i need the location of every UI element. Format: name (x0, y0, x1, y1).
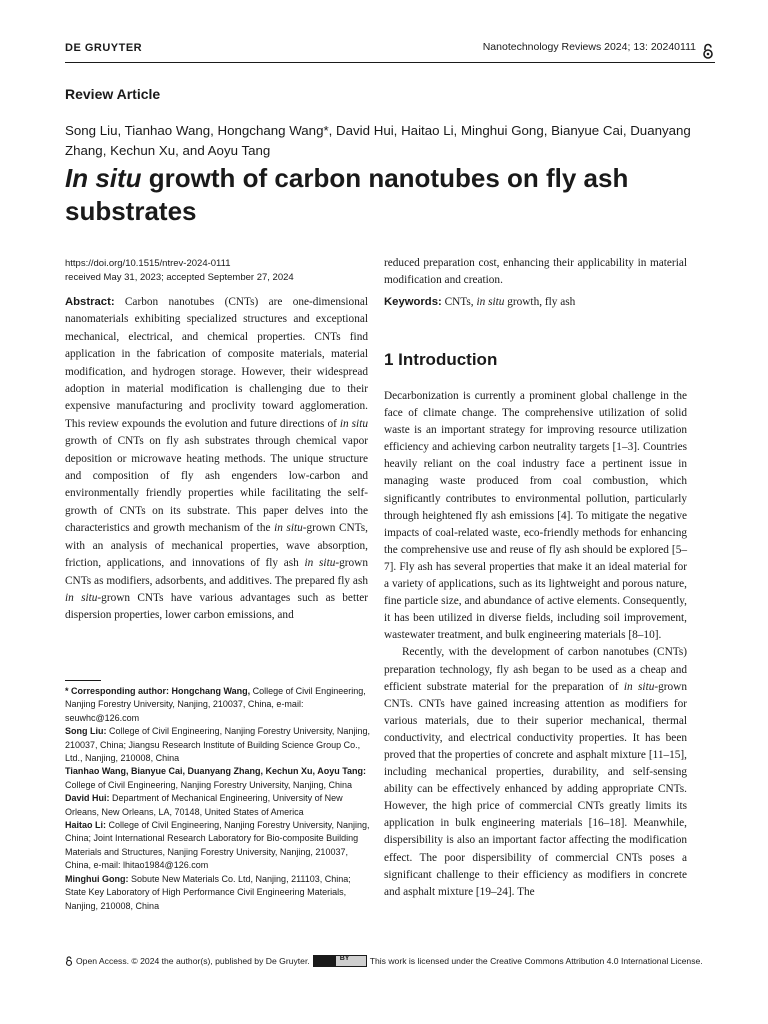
abstract-italic: in situ (339, 417, 368, 430)
header-rule (65, 62, 715, 63)
abstract-label: Abstract: (65, 296, 115, 308)
intro-paragraph-1: Decarbonization is currently a prominent global challenge in the face of climate change. The comprehensive utilization of solid waste is an important strategy for improving resource utilization efficiency and achieving carbon neutrality targets [1–3]. Countries heavily reliant on the coal industry face a pertinent issue in managing waste produced from coal combustion, which significantly contributes to environmental pollution, particularly through heightened fly ash emissions [4]. To mitigate the negative impacts of coal-related waste, eco-friendly methods for enhancing the comprehensive use and reuse of fly ash should be explored [5–7]. Fly ash has several properties that make it an ideal material for a variety of applications, such as its lightweight and porous nature, fine particle size, and abundance of active elements. Consequently, it has been utilized in diverse fields, including soil improvement, wastewater treatment, and bulk engineering materials [8–10]. (384, 390, 687, 642)
article-type: Review Article (65, 86, 161, 102)
footnote-label: Haitao Li: (65, 820, 107, 831)
abstract-text: -grown CNTs, with an analysis of mechanical properties, wave absorption, friction, applications, and innovations of fly ash (65, 522, 368, 570)
license-footer (65, 955, 715, 967)
doi-link[interactable]: https://doi.org/10.1515/ntrev-2024-0111 (65, 258, 231, 269)
abstract-continued: reduced preparation cost, enhancing their applicability in material modification and creation. (384, 257, 687, 287)
footnote-text: Sobute New Materials Co. Ltd, Nanjing, 211103, China; State Key Laboratory of High Performance Civil Engineering Materials, Nanjing, 210008, China (65, 873, 351, 911)
footnote (65, 685, 370, 725)
abstract-text: Carbon nanotubes (CNTs) are one-dimensional nanomaterials exhibiting specialized structures and exceptional mechanical, electrical, and chemical properties. CNTs find application in the fabrication of composite materials, material modification, and hydrogen storage. However, their widespread adoption in material modification is challenging due to their expensive manufacturing and proclivity toward agglomeration. This review expounds the evolution and future directions of (65, 296, 368, 430)
footnote-label: Minghui Gong: (65, 873, 129, 884)
footnote-text: College of Civil Engineering, Nanjing Forestry University, Nanjing, 210037, China; Jiangsu Research Institute of Building Science Group Co., Ltd., Nanjing, 210008, China (65, 726, 370, 764)
cc-by-badge-icon[interactable] (313, 955, 367, 967)
footnote-label: Song Liu: (65, 726, 107, 737)
open-access-statement: Open Access. © 2024 the author(s), published by De Gruyter. (76, 956, 310, 966)
abstract-text: growth of CNTs on fly ash substrates through chemical vapor deposition or microwave heating methods. The unique structure and composition of fly ash engenders low-carbon and environmentally friendly properties while facilitating the self-growth of CNTs on its substrate. This paper delves into the characteristics and growth mechanism of the (65, 435, 368, 535)
publisher-name: DE GRUYTER (65, 42, 143, 54)
abstract-italic: in situ (304, 557, 336, 570)
abstract (65, 294, 368, 625)
keyword-text: CNTs, (441, 296, 477, 308)
footnote-text: Department of Mechanical Engineering, University of New Orleans, New Orleans, LA, 70148, United States of America (65, 793, 343, 817)
received-dates: received May 31, 2023; accepted September 27, 2024 (65, 272, 294, 283)
footnote (65, 792, 370, 819)
footnote-label: * Corresponding author: Hongchang Wang, (65, 686, 251, 696)
section-heading: 1 Introduction (384, 350, 498, 369)
keyword-text: growth, fly ash (504, 296, 576, 308)
footnote (65, 725, 370, 765)
journal-citation: Nanotechnology Reviews 2024; 13: 20240111 (482, 41, 696, 53)
keywords-label: Keywords: (384, 296, 442, 308)
footnote-text: College of Civil Engineering, Nanjing Forestry University, Nanjing, China; Joint International Research Laboratory for Bio-composite Building Materials and Structures, Nanjing Forestry University, Nanjing, 210037, China, e-mail: lhitao1984@126.com (65, 820, 370, 871)
title-italic: In situ (65, 163, 142, 193)
abstract-text: -grown CNTs as modifiers, adsorbents, and additives. The prepared fly ash (65, 557, 368, 587)
abstract-italic: in situ (274, 522, 303, 535)
intro-paragraph-2 (384, 644, 687, 900)
open-access-icon (702, 43, 714, 59)
title-line2: substrates (65, 196, 197, 226)
author-list: Song Liu, Tianhao Wang, Hongchang Wang*, David Hui, Haitao Li, Minghui Gong, Bianyue Cai, Duanyang Zhang, Kechun Xu, and Aoyu Tang (65, 123, 691, 158)
footnote (65, 765, 370, 792)
abstract-italic: in situ (65, 591, 98, 604)
footnote (65, 873, 370, 913)
footnote (65, 819, 370, 873)
footnote-label: David Hui: (65, 793, 110, 804)
open-access-small-icon (65, 956, 73, 966)
abstract-text: -grown CNTs have various advantages such as better dispersion properties, lower carbon emissions, and (65, 591, 368, 622)
intro-text: Recently, with the development of carbon nanotubes (CNTs) preparation technology, fly ash began to be used as a cheap and efficient substrate material for the preparation of (384, 646, 687, 693)
intro-italic: in situ (623, 680, 655, 693)
footnote-label: Tianhao Wang, Bianyue Cai, Duanyang Zhang, Kechun Xu, Aoyu Tang: (65, 766, 367, 777)
cc-badge-label: BY (339, 955, 350, 962)
footnote-text: College of Civil Engineering, Nanjing Forestry University, Nanjing, China (65, 779, 352, 790)
license-statement: This work is licensed under the Creative Commons Attribution 4.0 International License. (369, 956, 703, 966)
keyword-italic: in situ (476, 296, 505, 308)
footnote-rule (65, 680, 101, 681)
article-meta (65, 257, 294, 285)
introduction-body (384, 388, 687, 901)
article-title (65, 162, 715, 228)
footnote-text: College of Civil Engineering, Nanjing Forestry University, Nanjing, 210037, China, e-mail: seuwhc@126.com (65, 686, 366, 723)
affiliation-footnotes (65, 685, 370, 913)
intro-text: -grown CNTs. CNTs have gained increasing attention as modifiers for various materials, due to their superior mechanical, thermal conductivity, and electrical conductivity properties. It has been proved that the properties of concrete and asphalt mixture [11–15], including mechanical properties, durability, and self-sensing ability can be effectively enhanced by adding appropriate CNTs. However, the high price of commercial CNTs greatly limits its application in bulk engineering materials [16–18]. Meanwhile, dispersibility is also an important factor affecting the modification effect. The poor dispersibility of commercial CNTs poses a significant challenge to their efficiency as modifiers in concrete and asphalt mixture [19–24]. The (384, 680, 687, 898)
keywords (384, 296, 687, 308)
title-line1: growth of carbon nanotubes on fly ash (141, 163, 629, 193)
